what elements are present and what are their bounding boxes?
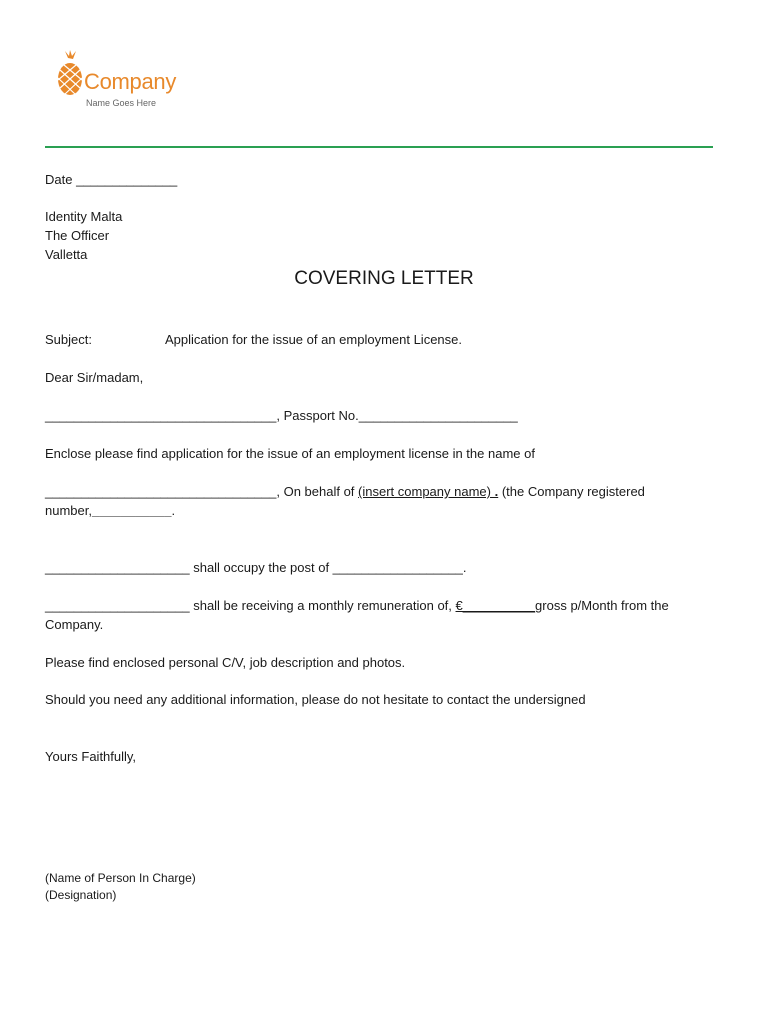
subject-label: Subject: bbox=[45, 332, 92, 347]
remuneration-amount: €__________ bbox=[455, 598, 536, 613]
company-name: Company bbox=[84, 69, 177, 94]
contact-line: Should you need any additional information, please do not hesitate to contact the undersigned bbox=[45, 692, 586, 707]
address-line: Identity Malta bbox=[45, 209, 123, 224]
header-divider bbox=[45, 146, 713, 148]
enclose-line: Enclose please find application for the issue of an employment license in the name of bbox=[45, 446, 535, 461]
company-tagline: Name Goes Here bbox=[86, 98, 157, 108]
letter-title: COVERING LETTER bbox=[294, 268, 474, 289]
number-end: . bbox=[171, 503, 176, 518]
behalf-after: (the Company registered bbox=[498, 484, 645, 499]
salutation: Dear Sir/madam, bbox=[45, 370, 144, 385]
company-name-placeholder: (insert company name) bbox=[358, 484, 491, 499]
address-line: The Officer bbox=[45, 228, 110, 243]
enclosed-line: Please find enclosed personal C/V, job description and photos. bbox=[45, 655, 406, 670]
number-label: number, bbox=[45, 503, 92, 518]
registered-number-line bbox=[45, 503, 175, 519]
date-line: Date ______________ bbox=[45, 172, 178, 187]
post-line: ____________________ shall occupy the post of __________________. bbox=[45, 560, 467, 575]
address-line: Valletta bbox=[45, 247, 88, 262]
company-placeholder-tail: . bbox=[490, 484, 499, 499]
subject-text: Application for the issue of an employment License. bbox=[165, 332, 463, 347]
behalf-line bbox=[45, 484, 645, 500]
behalf-blank: ________________________________, On behalf of bbox=[45, 484, 359, 499]
number-blank: ___________ bbox=[91, 503, 172, 518]
signature-name: (Name of Person In Charge) bbox=[45, 871, 196, 885]
remuneration-lead: ____________________ shall be receiving a monthly remuneration of, bbox=[45, 598, 456, 613]
remuneration-tail: gross p/Month from the bbox=[535, 598, 669, 613]
remuneration-line bbox=[45, 598, 669, 614]
passport-line: ________________________________, Passport No.______________________ bbox=[45, 408, 518, 423]
remuneration-line-2: Company. bbox=[45, 617, 104, 632]
closing: Yours Faithfully, bbox=[45, 749, 137, 764]
signature-designation: (Designation) bbox=[45, 888, 117, 902]
